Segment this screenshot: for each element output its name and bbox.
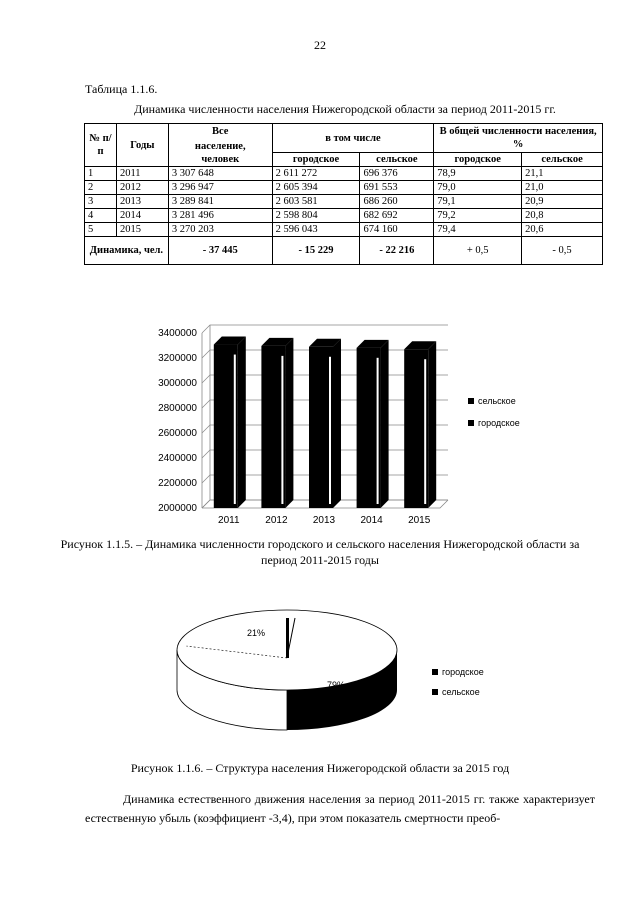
table-row — [85, 209, 603, 223]
cell-rural-pct: 21,0 — [522, 181, 603, 195]
x-tick-label: 2013 — [312, 515, 336, 526]
cell-rural: 682 692 — [360, 209, 434, 223]
figure1-caption: Рисунок 1.1.5. – Динамика численности городского и сельского населения Нижегородской области за период 2011-2015 годы — [60, 537, 580, 567]
y-tick-label: 2400000 — [158, 453, 197, 464]
cell-rural-pct: 20,6 — [522, 223, 603, 237]
table-row — [85, 195, 603, 209]
x-tick-label: 2015 — [408, 515, 431, 526]
figure2-caption: Рисунок 1.1.6. – Структура населения Нижегородской области за 2015 год — [130, 761, 510, 775]
legend-swatch — [432, 669, 438, 675]
header-num: № п/п — [85, 124, 117, 167]
legend-label: городское — [442, 667, 484, 677]
x-tick-label: 2014 — [360, 515, 383, 526]
bar-side — [333, 339, 341, 508]
bar-side — [285, 338, 293, 508]
bar-side — [428, 341, 436, 508]
dynamics-urban: - 15 229 — [272, 237, 360, 265]
population-bar-chart — [140, 318, 550, 533]
cell-total: 3 270 203 — [168, 223, 272, 237]
cell-urban: 2 605 394 — [272, 181, 360, 195]
bar-side — [381, 340, 389, 508]
bar-segment-mark — [234, 355, 236, 504]
legend-swatch — [468, 398, 474, 404]
cell-urban: 2 603 581 — [272, 195, 360, 209]
cell-year: 2015 — [116, 223, 168, 237]
header-rural-pct: сельское — [522, 153, 603, 167]
cell-year: 2012 — [116, 181, 168, 195]
pie-data-label: 79% — [327, 680, 346, 690]
cell-n: 4 — [85, 209, 117, 223]
cell-urban: 2 611 272 — [272, 167, 360, 181]
legend-label: городское — [478, 418, 520, 428]
bar-segment-mark — [329, 357, 331, 504]
x-tick-label: 2011 — [218, 515, 240, 526]
dynamics-row — [85, 237, 603, 265]
dynamics-label: Динамика, чел. — [85, 237, 169, 265]
cell-total: 3 307 648 — [168, 167, 272, 181]
header-urban-pct: городское — [434, 153, 522, 167]
cell-n: 5 — [85, 223, 117, 237]
population-table — [84, 123, 603, 265]
y-tick-label: 2000000 — [158, 503, 197, 514]
table-row — [85, 181, 603, 195]
body-paragraph — [85, 790, 595, 828]
header-total-2: население, — [168, 140, 272, 153]
pie-slice-wall — [286, 618, 289, 658]
dynamics-total: - 37 445 — [168, 237, 272, 265]
dynamics-urban-pct: + 0,5 — [434, 237, 522, 265]
header-rural: сельское — [360, 153, 434, 167]
y-tick-label: 2600000 — [158, 428, 197, 439]
cell-n: 3 — [85, 195, 117, 209]
x-tick-label: 2012 — [265, 515, 288, 526]
cell-n: 2 — [85, 181, 117, 195]
cell-rural: 696 376 — [360, 167, 434, 181]
legend-swatch — [468, 420, 474, 426]
header-urban: городское — [272, 153, 360, 167]
paragraph-text: Динамика естественного движения населения за период 2011-2015 гг. также характеризует естественную убыль (коэффициент -3,4), при этом показатель смертности преоб- — [85, 792, 595, 825]
population-pie-chart — [170, 605, 520, 755]
y-tick-label: 2800000 — [158, 403, 197, 414]
table-title: Динамика численности населения Нижегородской области за период 2011-2015 гг. — [134, 102, 556, 116]
cell-year: 2011 — [116, 167, 168, 181]
cell-n: 1 — [85, 167, 117, 181]
cell-rural: 691 553 — [360, 181, 434, 195]
cell-urban-pct: 79,0 — [434, 181, 522, 195]
y-tick-label: 3200000 — [158, 353, 197, 364]
cell-rural: 674 160 — [360, 223, 434, 237]
table-row — [85, 167, 603, 181]
pie-data-label: 21% — [247, 628, 266, 638]
y-tick-label: 2200000 — [158, 478, 197, 489]
cell-year: 2013 — [116, 195, 168, 209]
header-share: В общей численности населения, % — [434, 124, 603, 153]
cell-urban: 2 598 804 — [272, 209, 360, 223]
y-tick-label: 3000000 — [158, 378, 197, 389]
y-tick-label: 3400000 — [158, 328, 197, 339]
page-number: 22 — [314, 38, 326, 52]
cell-year: 2014 — [116, 209, 168, 223]
dynamics-rural: - 22 216 — [360, 237, 434, 265]
cell-rural-pct: 20,9 — [522, 195, 603, 209]
cell-urban-pct: 79,2 — [434, 209, 522, 223]
bar-segment-mark — [281, 356, 283, 504]
header-total-1: Все — [168, 124, 272, 140]
legend-label: сельское — [442, 687, 480, 697]
legend-swatch — [432, 689, 438, 695]
cell-urban: 2 596 043 — [272, 223, 360, 237]
bar-segment-mark — [424, 359, 426, 504]
table-row — [85, 223, 603, 237]
bar-segment-mark — [377, 358, 379, 504]
cell-total: 3 289 841 — [168, 195, 272, 209]
cell-total: 3 296 947 — [168, 181, 272, 195]
cell-rural-pct: 21,1 — [522, 167, 603, 181]
header-including: в том числе — [272, 124, 434, 153]
cell-urban-pct: 79,1 — [434, 195, 522, 209]
cell-urban-pct: 79,4 — [434, 223, 522, 237]
table-label: Таблица 1.1.6. — [85, 82, 158, 96]
cell-total: 3 281 496 — [168, 209, 272, 223]
header-year: Годы — [116, 124, 168, 167]
bar-side — [238, 337, 246, 508]
dynamics-rural-pct: - 0,5 — [522, 237, 603, 265]
cell-urban-pct: 78,9 — [434, 167, 522, 181]
cell-rural: 686 260 — [360, 195, 434, 209]
header-total-3: человек — [168, 153, 272, 167]
cell-rural-pct: 20,8 — [522, 209, 603, 223]
grid-line — [202, 325, 448, 333]
legend-label: сельское — [478, 396, 516, 406]
